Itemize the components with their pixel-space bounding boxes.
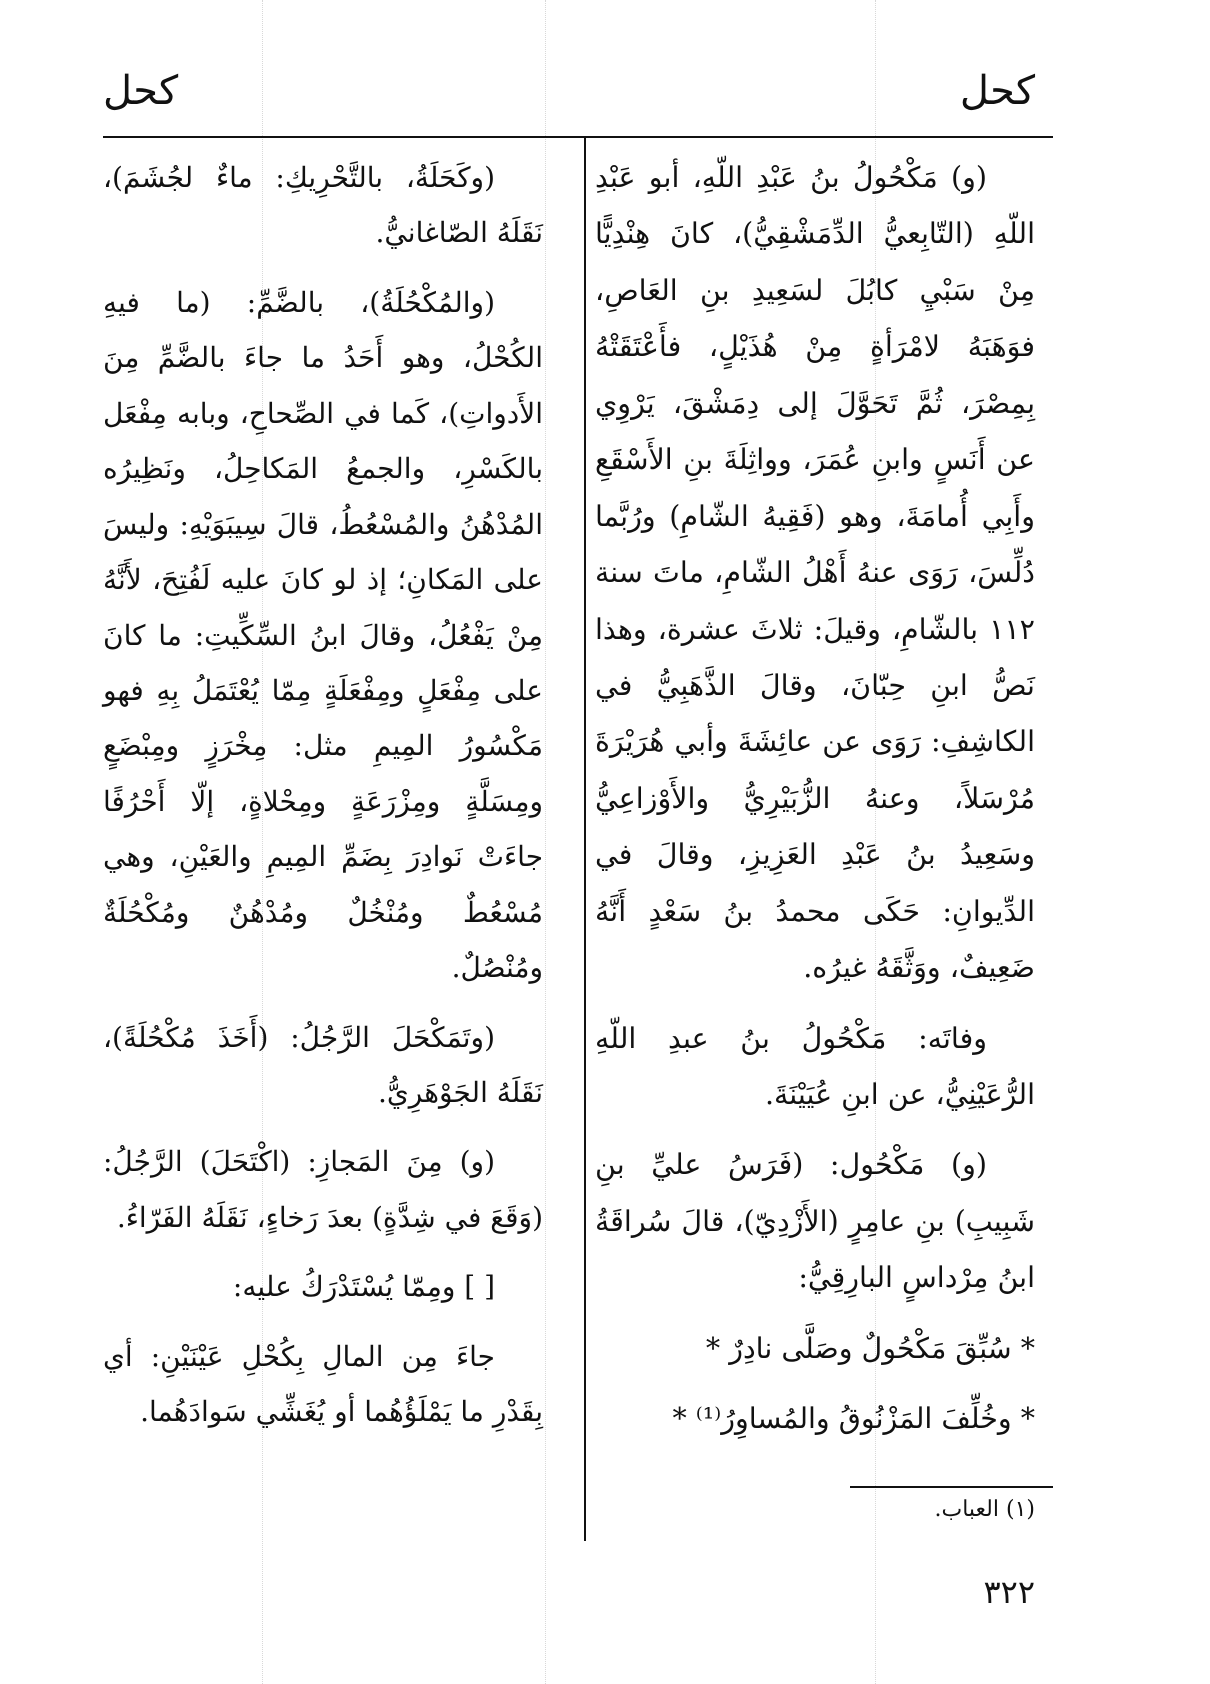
entry-paragraph: (والمُكْحُلَةُ)، بالضَّمِّ: (ما فيهِ الكُحْلُ، وهو أَحَدُ ما جاءَ بالضَّمِّ مِنَ الأَدواتِ)، كَما في الصِّحاحِ، وبابه مِفْعَل بالكَسْرِ، والجمعُ المَكاحِلُ، ونَظِيرُه المُدْهُنُ والمُسْعُطُ، قالَ سِيبَوَيْهِ: وليسَ على المَكانِ؛ إذ لو كانَ عليه لَفُتِحَ، لأَنَّهُ مِنْ يَفْعُلُ، وقالَ ابنُ السِّكِّيتِ: ما كانَ على مِفْعَلٍ ومِفْعَلَةٍ مِمّا يُعْتَمَلُ بِهِ فهو مَكْسُورُ المِيمِ مثل: مِخْرَزٍ ومِبْضَعٍ ومِسَلَّةٍ ومِزْرَعَةٍ ومِحْلاةٍ، إلّا أَحْرُفًا جاءَتْ نَوادِرَ بِضَمِّ المِيمِ والعَيْنِ، وهي مُسْعُطٌ ومُنْخُلٌ ومُدْهُنٌ ومُكْحُلَةٌ ومُنْصُلٌ. [103,285,543,985]
entry-paragraph: (و) مِنَ المَجازِ: (اكْتَحَلَ) الرَّجُلُ: (وَقَعَ في شِدَّةٍ) بعدَ رَخاءٍ، نَقَلَهُ الفَرّاءُ. [103,1145,543,1234]
right-column [595,150,1035,1462]
left-column [103,150,543,1454]
entry-paragraph: (وتَمَكْحَلَ الرَّجُلُ: (أَخَذَ مُكْحُلَةً)، نَقَلَهُ الجَوْهَرِيُّ. [103,1020,543,1109]
footnote: (١) العباب. [934,1497,1035,1522]
entry-paragraph: (و) مَكْحُولُ بنُ عَبْدِ اللّهِ، أبو عَبْدِ اللّهِ (التّابِعيُّ الدِّمَشْقِيُّ)، كانَ هِنْدِيًّا مِنْ سَبْيِ كابُلَ لسَعِيدِ بنِ العَاصِ، فوَهَبَهُ لامْرَأةٍ مِنْ هُذَيْلٍ، فأَعْتَقَتْهُ بِمِصْرَ، ثُمَّ تَحَوَّلَ إلى دِمَشْقَ، يَرْوِي عن أَنَسٍ وابنِ عُمَرَ، وواثِلَةَ بنِ الأَسْقَعِ وأَبِي أُمامَةَ، وهو (فَقِيهُ الشّامِ) ورُبَّما دُلِّسَ، رَوَى عنهُ أَهْلُ الشّامِ، ماتَ سنة ١١٢ بالشّامِ، وقيلَ: ثلاثَ عشرة، وهذا نَصُّ ابنِ حِبّانَ، وقالَ الذَّهَبِيُّ في الكاشِفِ: رَوَى عن عائِشَةَ وأبي هُرَيْرَةَ مُرْسَلاً، وعنهُ الزُّبَيْرِيُّ والأَوْزاعِيُّ وسَعِيدُ بنُ عَبْدِ العَزِيزِ، وقالَ في الدِّيوانِ: حَكَى محمدُ بنُ سَعْدٍ أَنَّهُ ضَعِيفٌ، ووَثَّقَهُ غيرُه. [595,161,1035,985]
scan-guide-line [545,0,546,1684]
entry-paragraph: (و) مَكْحُول: (فَرَسُ عليِّ بنِ شَبِيبِ) بنِ عامِرٍ (الأَزْدِيّ)، قالَ سُراقَةُ ابنُ مِرْداسٍ البارِقِيُّ: [595,1148,1035,1295]
footnote-rule [850,1486,1053,1488]
verse-line: * سُبِّقَ مَكْحُولٌ وصَلَّى نادِرٌ * [705,1331,1035,1365]
entry-paragraph: جاءَ مِن المالِ بِكُحْلِ عَيْنَيْنِ: أي بِقَدْرِ ما يَمْلَؤُهُما أو يُغَشِّي سَوادَهُما. [103,1339,543,1429]
entry-paragraph: (وكَحَلَةُ، بالتَّحْرِيكِ: ماءٌ لجُشَمَ)، نَقَلَهُ الصّاغانيُّ. [103,161,543,250]
running-header-left: كحل [103,68,179,114]
supplement-heading: [ ] ومِمّا يُسْتَدْرَكُ عليه: [232,1270,495,1304]
running-header-right: كحل [959,68,1035,114]
verse-line: * وخُلِّفَ المَزْنُوقُ والمُساوِرُ⁽¹⁾ * [672,1402,1035,1436]
entry-paragraph: وفاتَه: مَكْحُولُ بنُ عبدِ اللّهِ الرُّعَيْنِيُّ، عن ابنِ عُيَيْنَةَ. [595,1021,1035,1111]
page-number: ٣٢٢ [983,1573,1035,1611]
column-divider [584,136,586,1541]
header-rule [103,136,1053,138]
